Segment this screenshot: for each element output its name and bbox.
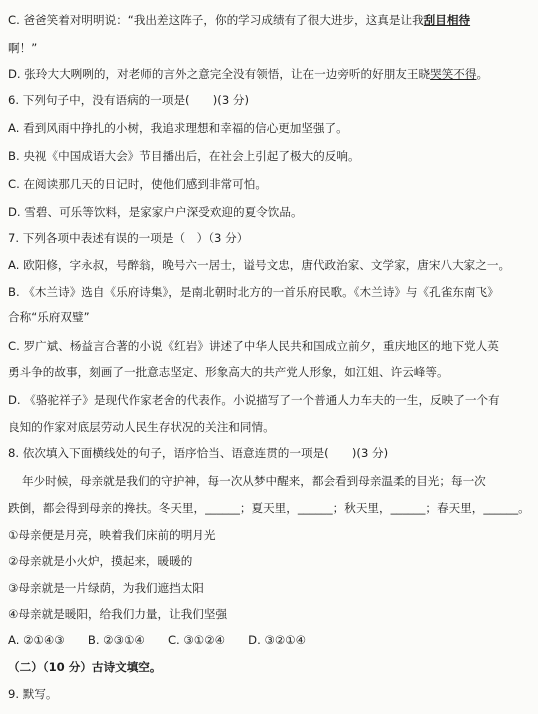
- underlined-idiom-2: 哭笑不得: [430, 67, 477, 81]
- q8-passage-1: 年少时候，母亲就是我们的守护神，每一次从梦中醒来，都会看到母亲温柔的目光；每一次: [22, 474, 486, 488]
- line-option-c: [8, 12, 532, 28]
- q8-item-3: ③母亲就是一片绿荫，为我们遮挡太阳: [8, 581, 204, 595]
- line-option-d: [8, 66, 532, 82]
- line-option-c-text: C. 爸爸笑着对明明说：“我出差这阵子，你的学习成绩有了很大进步，这真是让我: [8, 13, 424, 27]
- q6-option-a: A. 看到风雨中挣扎的小树，我追求理想和幸福的信心更加坚强了。: [8, 121, 348, 135]
- question-9: 9. 默写。: [8, 687, 58, 701]
- q7-option-d-cont: 良知的作家对底层劳动人民生存状况的关注和同情。: [8, 420, 275, 434]
- q7-option-b-cont: 合称“乐府双璧”: [8, 310, 90, 324]
- underlined-idiom: 刮目相待: [423, 13, 471, 27]
- q7-option-a: A. 欧阳修，字永叔，号醉翁，晚号六一居士，谥号文忠，唐代政治家、文学家，唐宋八大家之一。: [8, 258, 511, 272]
- line-option-d-end: 。: [476, 67, 489, 81]
- q7-option-c-cont: 勇斗争的故事，刻画了一批意志坚定、形象高大的共产党人形象，如江姐、许云峰等。: [8, 365, 449, 379]
- q7-option-c: C. 罗广斌、杨益言合著的小说《红岩》讲述了中华人民共和国成立前夕，重庆地区的地下党人英: [8, 339, 499, 353]
- q6-option-c: C. 在阅读那几天的日记时，使他们感到非常可怕。: [8, 177, 267, 191]
- q6-option-b: B. 央视《中国成语大会》节目播出后，在社会上引起了极大的反响。: [8, 149, 360, 163]
- q8-item-4: ④母亲就是暖阳，给我们力量，让我们坚强: [8, 607, 228, 621]
- q8-passage-2: 跌倒，都会得到母亲的搀扶。冬天里，______；夏天里，______；秋天里，______；春天里，______。: [8, 501, 530, 515]
- question-7: 7. 下列各项中表述有误的一项是（ ）（3 分）: [8, 231, 249, 245]
- line-option-d-text: D. 张玲大大咧咧的，对老师的言外之意完全没有领悟，让在一边旁听的好朋友王晓: [8, 67, 431, 81]
- q6-option-d: D. 雪碧、可乐等饮料，是家家户户深受欢迎的夏令饮品。: [8, 205, 303, 219]
- line-option-c-cont: 啊！”: [8, 41, 38, 55]
- q7-option-d: D. 《骆驼祥子》是现代作家老舍的代表作。小说描写了一个普通人力车夫的一生，反映了一个有: [8, 393, 500, 407]
- question-6: 6. 下列句子中，没有语病的一项是( )(3 分): [8, 93, 249, 107]
- q7-option-b: B. 《木兰诗》选自《乐府诗集》，是南北朝时北方的一首乐府民歌。《木兰诗》与《孔雀东南飞》: [8, 285, 499, 299]
- q8-item-1: ①母亲便是月亮，映着我们床前的明月光: [8, 528, 216, 542]
- question-8: 8. 依次填入下面横线处的句子，语序恰当、语意连贯的一项是( )(3 分): [8, 446, 389, 460]
- section-heading-poetry: （二）（10 分）古诗文填空。: [8, 660, 162, 674]
- q8-choices: A. ②①④③ B. ②③①④ C. ③①②④ D. ③②①④: [8, 633, 307, 647]
- q8-item-2: ②母亲就是小火炉，摸起来，暖暖的: [8, 554, 193, 568]
